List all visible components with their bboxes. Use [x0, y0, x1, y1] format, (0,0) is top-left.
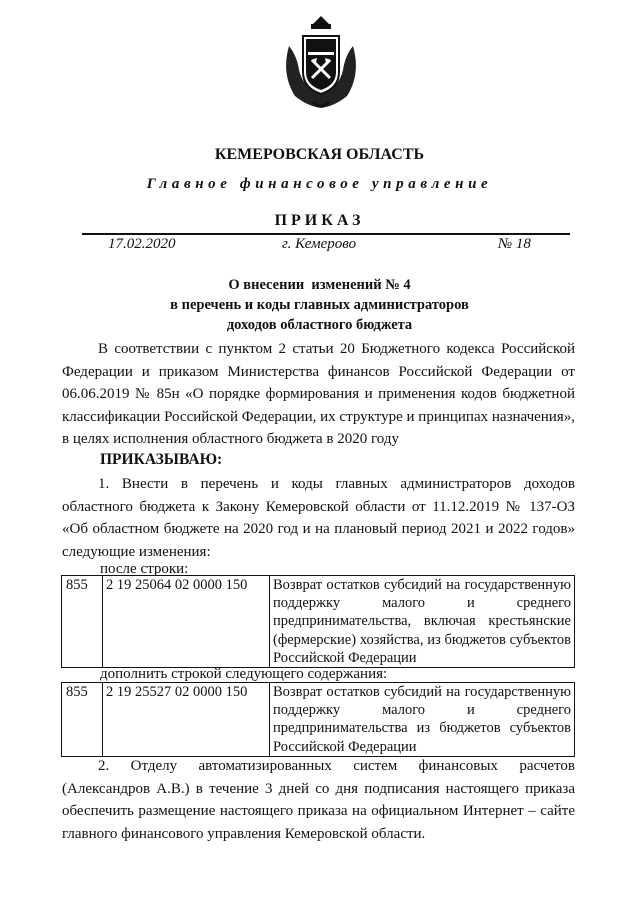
- preamble-paragraph: В соответствии с пунктом 2 статьи 20 Бюджетного кодекса Российской Федерации и приказом Министерства финансов Российской Федерации от 06.06.2019 № 85н «О порядке формирования и применения кодов бюджетной классификации Российской Федерации, их структуре и принципах назначения», в целях исполнения областного бюджета в 2020 году: [62, 341, 575, 448]
- new-row-table: [61, 682, 575, 757]
- after-row-label: после строки:: [100, 561, 189, 577]
- description-cell: Возврат остатков субсидий на государственную поддержку малого и среднего предпринимательства из бюджетов субъектов Российской Федерации: [270, 683, 575, 757]
- order-city: г. Кемерово: [282, 236, 357, 252]
- table-row: [62, 683, 575, 757]
- item-2-paragraph: 2. Отделу автоматизированных систем финансовых расчетов (Александров А.В.) в течение 3 дней со дня подписания настоящего приказа обеспечить размещение настоящего приказа на официальном Интернет – сайте главного финансового управления Кемеровской области.: [62, 758, 575, 842]
- department-name: Главное финансовое управление: [146, 176, 493, 192]
- revenue-code-cell: 2 19 25064 02 0000 150: [103, 576, 270, 668]
- document-type-title: ПРИКАЗ: [274, 212, 365, 229]
- region-name: КЕМЕРОВСКАЯ ОБЛАСТЬ: [214, 146, 425, 163]
- order-directive-heading: ПРИКАЗЫВАЮ:: [100, 451, 223, 468]
- existing-row-table: [61, 575, 575, 668]
- table-row: [62, 576, 575, 668]
- admin-code-cell: 855: [62, 576, 103, 668]
- order-subject: [0, 275, 639, 335]
- admin-code-cell: 855: [62, 683, 103, 757]
- subject-line-3: доходов областного бюджета: [226, 317, 413, 333]
- subject-line-2: в перечень и коды главных администраторов: [170, 297, 469, 313]
- header-divider: [82, 233, 570, 235]
- order-date: 17.02.2020: [108, 236, 176, 252]
- subject-line-1: О внесении изменений № 4: [228, 277, 411, 293]
- item-1-paragraph: 1. Внести в перечень и коды главных администраторов доходов областного бюджета к Закону Кемеровской области от 11.12.2019 № 137-ОЗ «Об областном бюджете на 2020 год и на плановый период 2021 и 2022 годов» следующие изменения:: [62, 476, 575, 560]
- coat-of-arms-emblem: [283, 12, 359, 112]
- order-number: № 18: [498, 236, 531, 252]
- add-row-label: дополнить строкой следующего содержания:: [100, 666, 388, 682]
- description-cell: Возврат остатков субсидий на государственную поддержку малого и среднего предпринимательства, включая крестьянские (фермерские) хозяйства, из бюджетов субъектов Российской Федерации: [270, 576, 575, 668]
- revenue-code-cell: 2 19 25527 02 0000 150: [103, 683, 270, 757]
